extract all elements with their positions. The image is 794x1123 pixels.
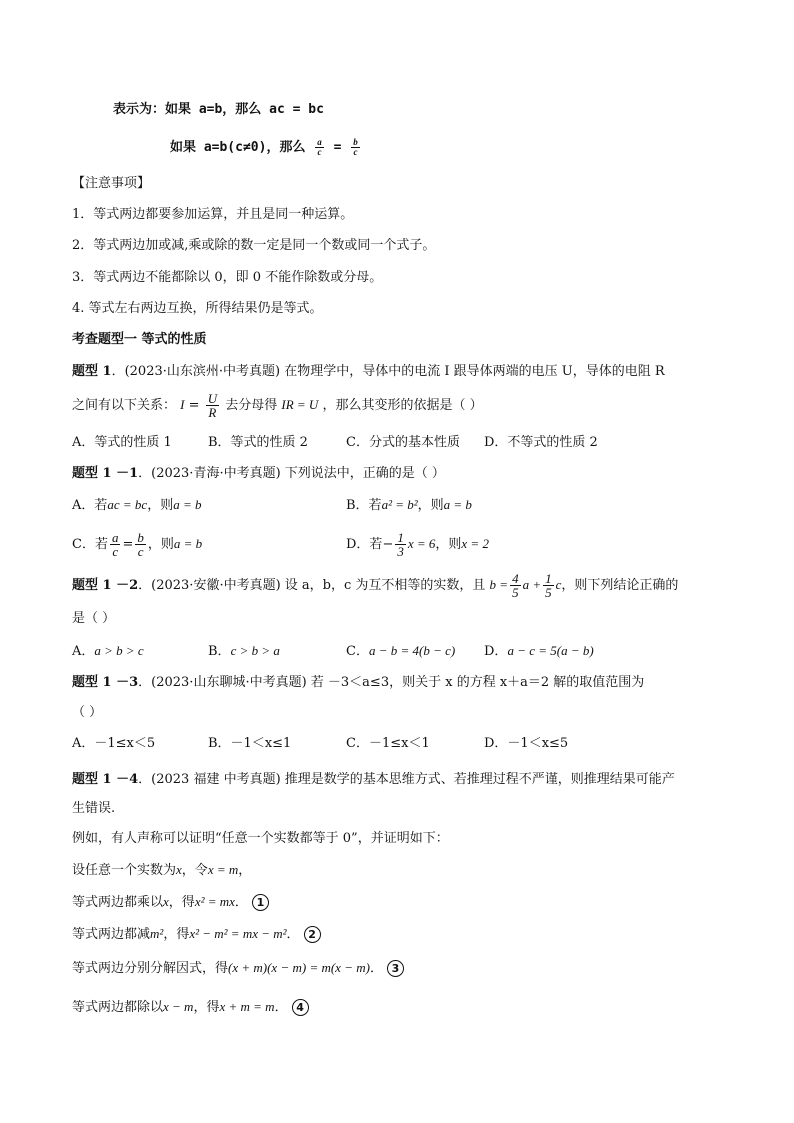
q1-4-line-2: 生错误.	[72, 801, 116, 816]
circled-number-3: 3	[387, 960, 404, 977]
fraction-a-over-c: $\frac{a}{c}$	[111, 530, 119, 559]
var-i: I	[180, 397, 185, 412]
q1-option-a: A．等式的性质 1	[72, 435, 172, 450]
q1-line-2-c: ，那么其变形的依据是（ ）	[322, 398, 483, 413]
q1-2-option-b: B．c > b > a	[208, 643, 280, 659]
note-item-1: 1．等式两边都要参加运算，并且是同一种运算。	[72, 207, 354, 222]
q1-3-label: 题型 1 －3	[72, 675, 139, 690]
q1-2-option-d: D．a − c = 5(a − b)	[484, 643, 594, 659]
q1-option-d: D．不等式的性质 2	[484, 435, 598, 450]
q1-3-text: ．(2023·山东聊城·中考真题) 若 －3＜a≤3，则关于 x 的方程 x＋a＝2 解的取值范围为	[138, 675, 645, 690]
q1-line-2-a: 之间有以下关系：	[72, 398, 177, 413]
q1-line-2-b: 去分母得	[225, 398, 278, 413]
fraction-u-over-r: $\frac{U}{R}$	[207, 391, 218, 420]
q1-4-line-1	[72, 770, 675, 790]
q1-1-text: ．(2023·青海·中考真题) 下列说法中，正确的是（ ）	[138, 466, 445, 481]
equals-sign: =	[333, 140, 342, 155]
q1-4-line-5: 等式两边都乘以x，得x² = mx． 1	[72, 892, 269, 913]
section-title: 考查题型一 等式的性质	[72, 332, 207, 347]
q1-2-text: ．(2023·安徽·中考真题) 设 a，b，c 为互不相等的实数，且	[138, 578, 486, 593]
q1-4-line-3: 例如，有人声称可以证明“任意一个实数都等于 0”，并证明如下：	[72, 831, 449, 846]
q1-option-b: B．等式的性质 2	[208, 435, 308, 450]
q1-ir-equation: IR = U	[281, 397, 319, 412]
q1-2-label: 题型 1 －2	[72, 578, 139, 593]
q1-line-2	[72, 392, 483, 419]
q1-4-line-8: 等式两边都除以x − m，得x + m = m． 4	[72, 997, 309, 1018]
q1-line-1	[72, 362, 665, 382]
q1-3-option-a: A．－1≤x＜5	[72, 736, 156, 751]
fraction-1-over-5: $\frac{1}{5}$	[545, 571, 552, 600]
circled-number-2: 2	[304, 926, 321, 943]
q1-option-c: C．分式的基本性质	[346, 435, 460, 450]
q1-3-option-d: D．－1＜x≤5	[484, 736, 569, 751]
fraction-b-over-c: $\frac{b}{c}$	[353, 137, 358, 157]
q1-2-line-2: 是（ ）	[72, 611, 116, 626]
notes-heading: 【注意事项】	[72, 176, 151, 191]
q1-4-line-7: 等式两边分别分解因式，得(x + m)(x − m) = m(x − m)． 3	[72, 958, 404, 979]
fraction-4-over-5: $\frac{4}{5}$	[512, 571, 519, 600]
circled-number-1: 1	[252, 894, 269, 911]
q1-1-label: 题型 1 －1	[72, 466, 139, 481]
q1-1-option-d: D．若− $\frac{1}{3}$ x = 6，则x = 2	[346, 530, 489, 559]
q1-3-line-2: （ ）	[72, 705, 103, 720]
q1-4-line-6: 等式两边都减m²，得x² − m² = mx − m²． 2	[72, 924, 321, 945]
q1-1-line-1	[72, 464, 445, 484]
rule-line-2-text: 如果 a=b(c≠0)，那么	[170, 140, 306, 155]
q1-4-label: 题型 1 －4	[72, 772, 139, 787]
fraction-1-over-3: $\frac{1}{3}$	[397, 530, 404, 559]
fraction-a-over-c: $\frac{a}{c}$	[317, 137, 322, 157]
rule-line-2	[170, 138, 362, 158]
rule-line-1: 表示为：如果 a=b，那么 ac = bc	[113, 102, 324, 117]
fraction-b-over-c: $\frac{b}{c}$	[137, 530, 144, 559]
q1-label: 题型 1	[72, 364, 112, 379]
q1-2-line-1: 题型 1 －2．(2023·安徽·中考真题) 设 a，b，c 为互不相等的实数，且 b = $\frac{4}{5}$ a + $\frac{1}{5}$ c，则下列结论正确的	[72, 571, 679, 600]
q1-2-option-a: A．a > b > c	[72, 643, 144, 659]
q1-3-option-c: C．－1≤x＜1	[346, 736, 430, 751]
circled-number-4: 4	[292, 999, 309, 1016]
q1-2-option-c: C．a − b = 4(b − c)	[346, 643, 456, 659]
q1-4-line-4: 设任意一个实数为x，令x = m，	[72, 862, 252, 878]
q1-1-option-c: C．若 $\frac{a}{c}$ = $\frac{b}{c}$ ，则a = b	[72, 530, 203, 559]
q1-1-option-a: A．若ac = bc，则a = b	[72, 497, 202, 513]
q1-4-text: ．(2023 福建 中考真题) 推理是数学的基本思维方式、若推理过程不严谨，则推理结果可能产	[138, 772, 675, 787]
note-item-4: 4. 等式左右两边互换，所得结果仍是等式。	[72, 301, 323, 316]
note-item-3: 3．等式两边不能都除以 0，即 0 不能作除数或分母。	[72, 270, 383, 285]
equals-sign: =	[188, 398, 200, 413]
q1-text: ．(2023·山东滨州·中考真题) 在物理学中，导体中的电流 I 跟导体两端的电压 U，导体的电阻 R	[111, 364, 665, 379]
note-item-2: 2．等式两边加或减,乘或除的数一定是同一个数或同一个式子。	[72, 238, 436, 253]
q1-3-line-1	[72, 673, 644, 693]
q1-3-option-b: B．－1＜x≤1	[208, 736, 292, 751]
q1-1-option-b: B．若a² = b²，则a = b	[346, 497, 472, 513]
